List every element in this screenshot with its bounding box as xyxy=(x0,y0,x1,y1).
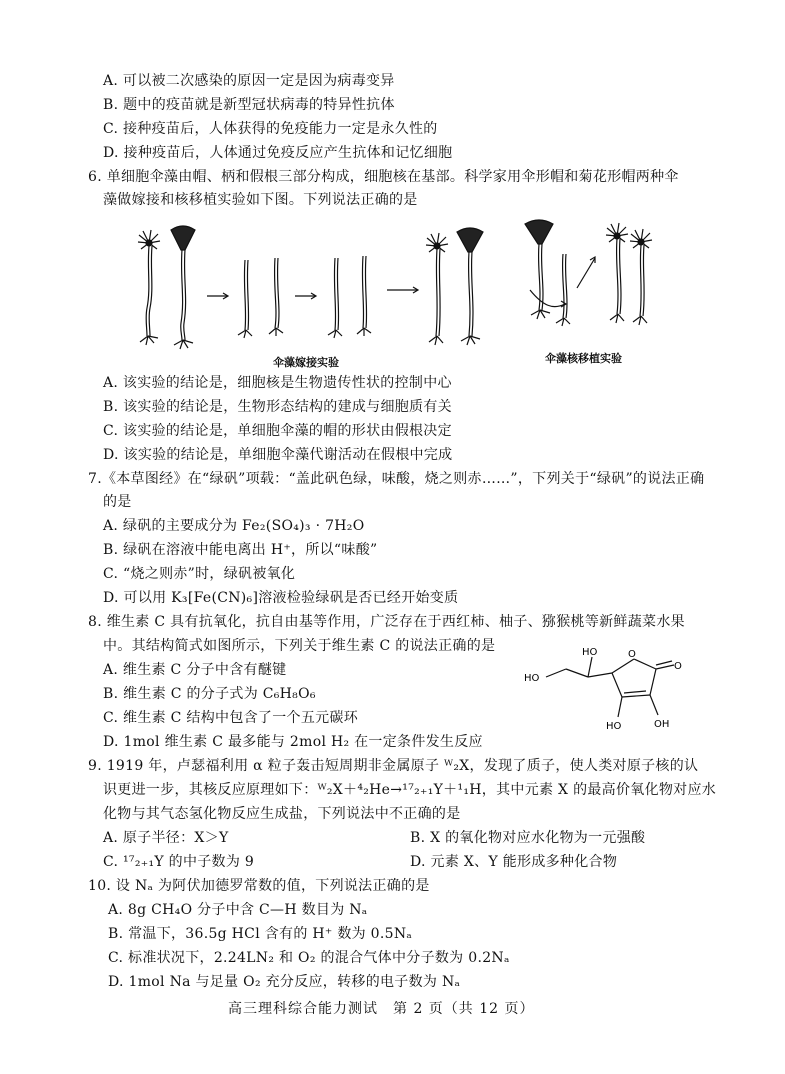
daisy-cap-plant-2 xyxy=(426,233,448,345)
q9-stem-line-3: 化物与其气态氢化物反应生成盐，下列说法中不正确的是 xyxy=(103,806,461,822)
vitc-label-oh-1: HO xyxy=(524,673,540,684)
vitamin-c-structure xyxy=(522,645,712,745)
umbrella-cap-plant-1 xyxy=(171,226,195,349)
q9-option-b: B. X 的氧化物对应水化物为一元强酸 xyxy=(410,830,646,846)
q9-option-a: A. 原子半径：X＞Y xyxy=(103,830,229,846)
vitc-label-carbonyl-o: O xyxy=(674,661,682,672)
vitc-label-oh-4: OH xyxy=(654,719,670,730)
q10-option-d: D. 1mol Na 与足量 O₂ 充分反应，转移的电子数为 Nₐ xyxy=(108,974,461,990)
umbrella-cap-plant-3 xyxy=(525,220,553,319)
q7-option-d: D. 可以用 K₃[Fe(CN)₆]溶液检验绿矾是否已经开始变质 xyxy=(103,590,459,606)
q7-option-c: C. “烧之则赤”时，绿矾被氧化 xyxy=(103,566,296,582)
q8-stem-line-2: 中。其结构简式如图所示，下列关于维生素 C 的说法正确的是 xyxy=(103,638,496,654)
figure-caption-grafting: 伞藻嫁接实验 xyxy=(273,356,339,369)
q10-option-c: C. 标准状况下，2.24LN₂ 和 O₂ 的混合气体中分子数为 0.2Nₐ xyxy=(108,950,510,966)
q9-stem-line-1: 9. 1919 年，卢瑟福利用 α 粒子轰击短周期非金属原子 ᵂ₂X，发现了质子，使人类对原子核的认 xyxy=(88,758,699,774)
q5-option-c: C. 接种疫苗后，人体获得的免疫能力一定是永久性的 xyxy=(103,121,438,137)
q5-option-a: A. 可以被二次感染的原因一定是因为病毒变异 xyxy=(103,73,395,89)
q7-option-a: A. 绿矾的主要成分为 Fe₂(SO₄)₃ · 7H₂O xyxy=(103,518,365,534)
q6-option-a: A. 该实验的结论是，细胞核是生物遗传性状的控制中心 xyxy=(103,375,452,391)
swapped-stalks xyxy=(328,256,371,338)
cut-stalks-1 xyxy=(238,258,283,338)
q5-option-d: D. 接种疫苗后，人体通过免疫反应产生抗体和记忆细胞 xyxy=(103,145,453,161)
cut-stalk-transplant xyxy=(556,254,570,326)
q6-stem-line-1: 6. 单细胞伞藻由帽、柄和假根三部分构成，细胞核在基部。科学家用伞形帽和菊花形帽两种伞 xyxy=(88,169,679,185)
q9-stem-line-2: 识更进一步，其核反应原理如下：ᵂ₂X＋⁴₂He→¹⁷₂₊₁Y＋¹₁H，其中元素 X 的最高价氧化物对应水 xyxy=(103,782,717,798)
q8-option-d: D. 1mol 维生素 C 最多能与 2mol H₂ 在一定条件发生反应 xyxy=(103,734,483,750)
vitc-label-oh-3: HO xyxy=(606,721,622,732)
q10-option-a: A. 8g CH₄O 分子中含 C—H 数目为 Nₐ xyxy=(108,902,368,918)
q8-stem-line-1: 8. 维生素 C 具有抗氧化，抗自由基等作用，广泛存在于西红柿、柚子、猕猴桃等新鲜蔬菜水果 xyxy=(88,614,685,630)
umbrella-cap-plant-2 xyxy=(457,228,483,345)
q10-stem: 10. 设 Nₐ 为阿伏加德罗常数的值，下列说法正确的是 xyxy=(88,878,430,894)
daisy-cap-plant-1 xyxy=(138,230,160,345)
q5-option-b: B. 题中的疫苗就是新型冠状病毒的特异性抗体 xyxy=(103,97,395,113)
q8-option-c: C. 维生素 C 结构中包含了一个五元碳环 xyxy=(103,710,359,726)
q9-option-d: D. 元素 X、Y 能形成多种化合物 xyxy=(410,854,618,870)
daisy-cap-plant-4 xyxy=(630,229,652,325)
q7-stem-line-2: 的是 xyxy=(103,494,132,510)
q8-option-a: A. 维生素 C 分子中含有醚键 xyxy=(103,662,287,678)
q7-option-b: B. 绿矾在溶液中能电离出 H⁺，所以“味酸” xyxy=(103,542,378,558)
q10-option-b: B. 常温下，36.5g HCl 含有的 H⁺ 数为 0.5Nₐ xyxy=(108,926,413,942)
q6-option-d: D. 该实验的结论是，单细胞伞藻代谢活动在假根中完成 xyxy=(103,447,453,463)
vitc-label-ring-o: O xyxy=(628,649,636,660)
q6-option-b: B. 该实验的结论是，生物形态结构的建成与细胞质有关 xyxy=(103,399,452,415)
q8-option-b: B. 维生素 C 的分子式为 C₆H₈O₆ xyxy=(103,686,316,702)
q6-stem-line-2: 藻做嫁接和核移植实验如下图。下列说法正确的是 xyxy=(103,192,418,208)
vitc-label-oh-2: HO xyxy=(582,647,598,658)
q9-option-c: C. ¹⁷₂₊₁Y 的中子数为 9 xyxy=(103,854,255,870)
daisy-cap-plant-3 xyxy=(606,223,628,323)
page-footer: 高三理科综合能力测试 第 2 页（共 12 页） xyxy=(228,1001,535,1017)
q7-stem-line-1: 7.《本草图经》在“绿矾”项载：“盖此矾色绿，味酸，烧之则赤……”，下列关于“绿矾”的说法正确 xyxy=(88,471,705,487)
q6-option-c: C. 该实验的结论是，单细胞伞藻的帽的形状由假根决定 xyxy=(103,423,452,439)
figure-caption-nuclear-transplant: 伞藻核移植实验 xyxy=(545,352,622,365)
